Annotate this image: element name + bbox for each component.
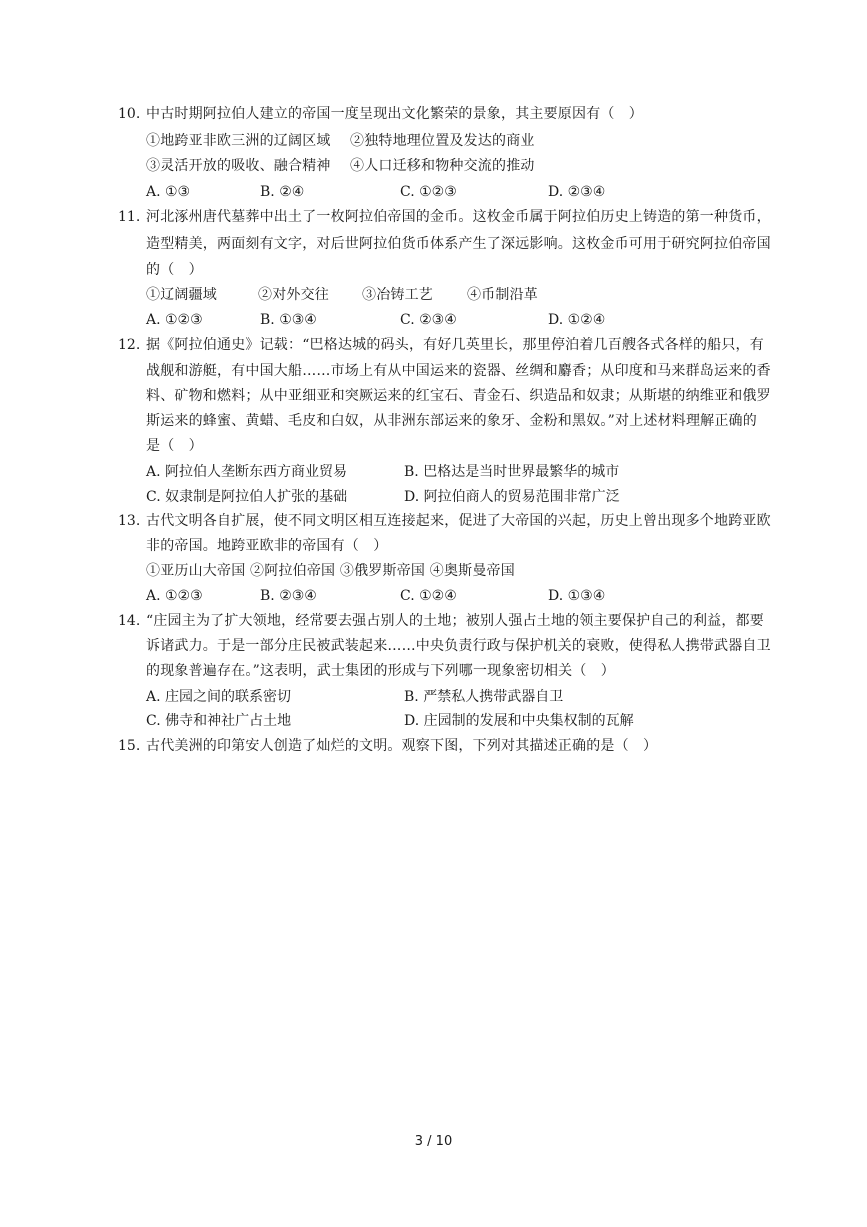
question-stem-line: 料、矿物和燃料；从中亚细亚和突厥运来的红宝石、青金石、织造品和奴隶；从斯堪的纳维亚和俄罗 — [146, 388, 771, 404]
question-stem-line: 非的帝国。地跨亚欧非的帝国有（ ） — [146, 538, 388, 554]
question-stem-line: “庄园主为了扩大领地，经常要去强占别人的土地；被别人强占土地的领主要保护自己的利益，都要 — [146, 613, 764, 629]
question-stem-line: 据《阿拉伯通史》记载：“巴格达城的码头，有好几英里长，那里停泊着几百艘各式各样的船只，有 — [146, 337, 764, 353]
option-a[interactable]: A. ①③ — [146, 184, 191, 200]
option-d[interactable]: D. ②③④ — [548, 184, 606, 200]
question-stem: 中古时期阿拉伯人建立的帝国一度呈现出文化繁荣的景象，其主要原因有（ ） — [146, 106, 643, 122]
page-number: 3 / 10 — [414, 1134, 453, 1149]
items-line: ①亚历山大帝国 ②阿拉伯帝国 ③俄罗斯帝国 ④奥斯曼帝国 — [146, 563, 515, 579]
question-number: 14. — [118, 613, 141, 629]
question-stem-line: 战舰和游艇，有中国大船……市场上有从中国运来的瓷器、丝绸和麝香；从印度和马来群岛运来的香 — [146, 363, 771, 379]
option-c[interactable]: C. ①②③ — [400, 184, 457, 200]
item-3: ③冶铸工艺 — [362, 287, 433, 303]
option-d[interactable]: D. 阿拉伯商人的贸易范围非常广泛 — [404, 489, 620, 505]
option-d[interactable]: D. 庄园制的发展和中央集权制的瓦解 — [404, 713, 634, 729]
item-4: ④币制沿革 — [467, 287, 538, 303]
item-4: ④人口迁移和物种交流的推动 — [350, 158, 535, 174]
question-stem-line: 河北涿州唐代墓葬中出土了一枚阿拉伯帝国的金币。这枚金币属于阿拉伯历史上铸造的第一种货币， — [146, 209, 771, 225]
item-1: ①地跨亚非欧三洲的辽阔区域 — [146, 133, 331, 149]
question-stem-line: 古代文明各自扩展，使不同文明区相互连接起来，促进了大帝国的兴起，历史上曾出现多个地跨亚欧 — [146, 513, 771, 529]
option-a[interactable]: A. ①②③ — [146, 312, 203, 328]
option-b[interactable]: B. ②④ — [260, 184, 305, 200]
option-a[interactable]: A. 阿拉伯人垄断东西方商业贸易 — [146, 464, 348, 480]
option-a[interactable]: A. 庄园之间的联系密切 — [146, 689, 292, 705]
question-number: 10. — [118, 106, 141, 122]
option-b[interactable]: B. 严禁私人携带武器自卫 — [404, 689, 564, 705]
option-a[interactable]: A. ①②③ — [146, 588, 203, 604]
item-2: ②独特地理位置及发达的商业 — [350, 133, 535, 149]
question-stem-line: 诉诸武力。于是一部分庄民被武装起来……中央负责行政与保护机关的衰败，使得私人携带武器自卫 — [146, 638, 771, 654]
item-3: ③灵活开放的吸收、融合精神 — [146, 158, 331, 174]
option-b[interactable]: B. ①③④ — [260, 312, 317, 328]
option-c[interactable]: C. ①②④ — [400, 588, 457, 604]
item-2: ②对外交往 — [258, 287, 329, 303]
question-number: 13. — [118, 513, 141, 529]
question-stem-line: 的现象普遍存在。”这表明，武士集团的形成与下列哪一现象密切相关（ ） — [146, 663, 615, 679]
option-d[interactable]: D. ①②④ — [548, 312, 606, 328]
question-stem-line: 是（ ） — [146, 438, 203, 454]
option-b[interactable]: B. 巴格达是当时世界最繁华的城市 — [404, 464, 620, 480]
question-number: 12. — [118, 337, 141, 353]
question-number: 15. — [118, 738, 141, 754]
question-number: 11. — [118, 209, 141, 225]
question-stem-line: 的（ ） — [146, 262, 203, 278]
option-d[interactable]: D. ①③④ — [548, 588, 606, 604]
option-b[interactable]: B. ②③④ — [260, 588, 317, 604]
question-stem-line: 斯运来的蜂蜜、黄蜡、毛皮和白奴，从非洲东部运来的象牙、金粉和黑奴。”对上述材料理解正确的 — [146, 413, 757, 429]
question-stem: 古代美洲的印第安人创造了灿烂的文明。观察下图，下列对其描述正确的是（ ） — [146, 738, 658, 754]
question-stem-line: 造型精美，两面刻有文字，对后世阿拉伯货币体系产生了深远影响。这枚金币可用于研究阿拉伯帝国 — [146, 236, 771, 252]
item-1: ①辽阔疆域 — [146, 287, 217, 303]
option-c[interactable]: C. 奴隶制是阿拉伯人扩张的基础 — [146, 489, 348, 505]
option-c[interactable]: C. ②③④ — [400, 312, 457, 328]
option-c[interactable]: C. 佛寺和神社广占土地 — [146, 713, 292, 729]
